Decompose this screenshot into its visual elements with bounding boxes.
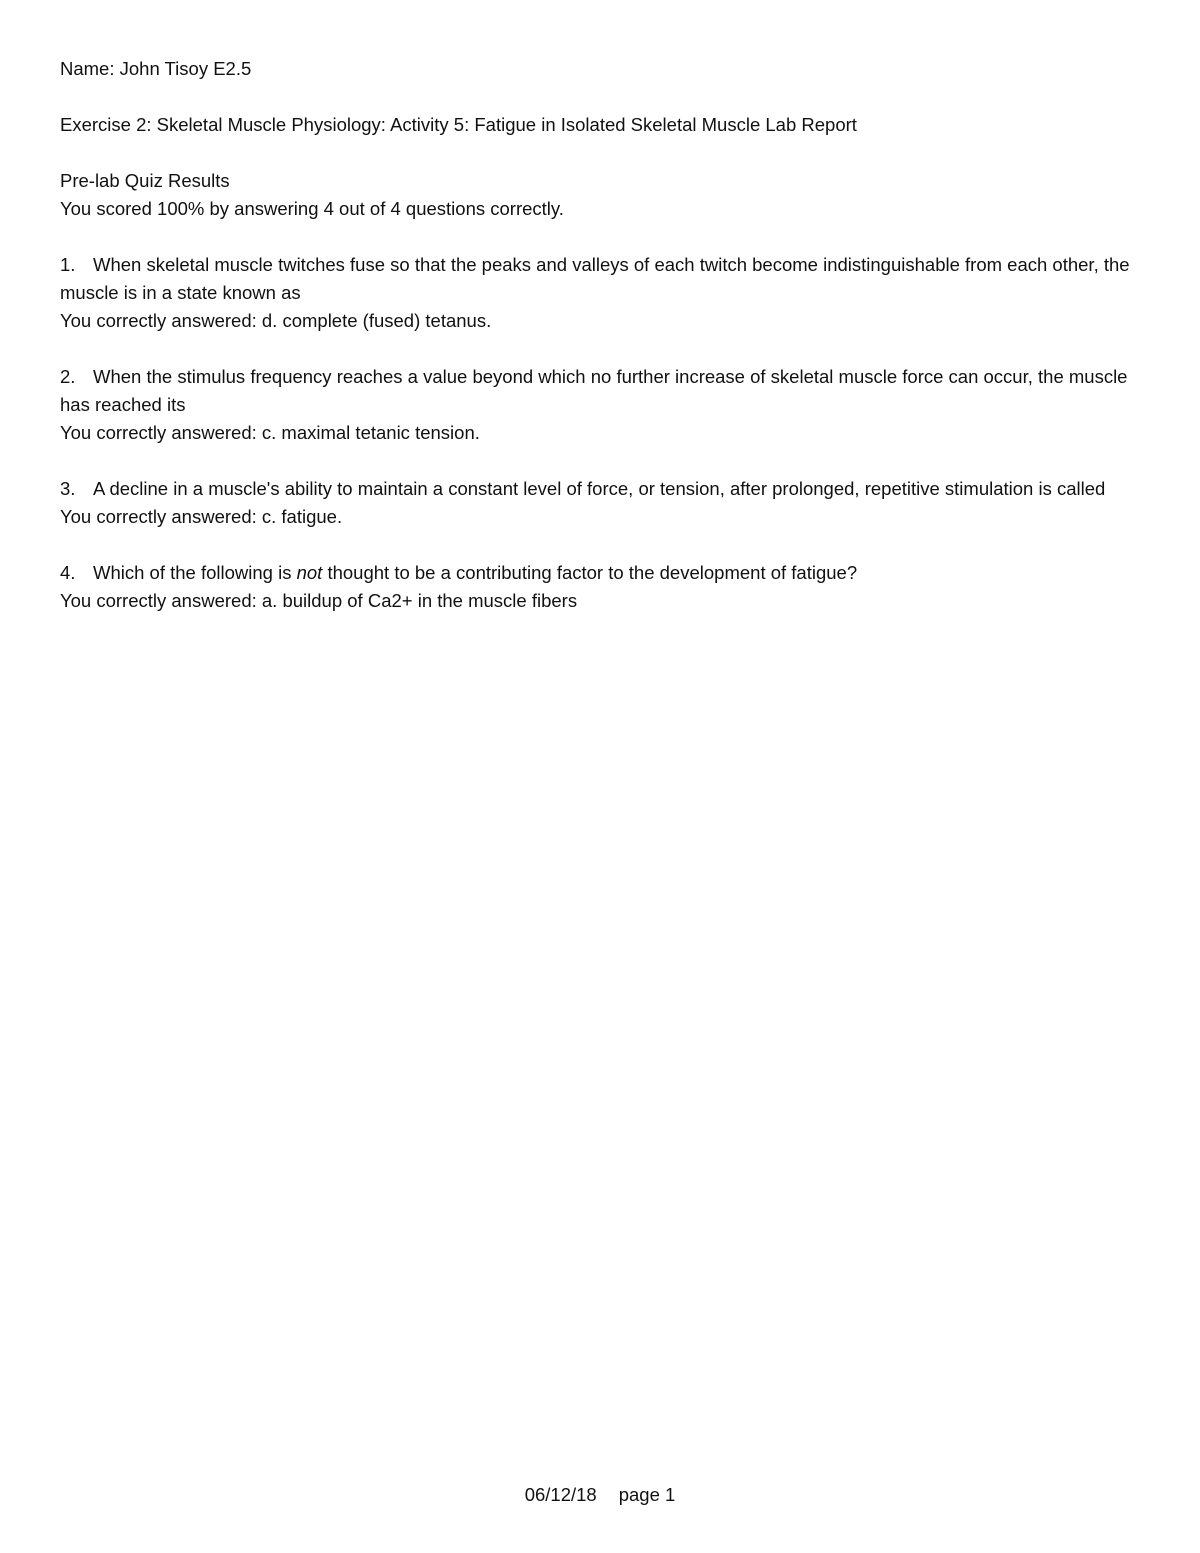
question-body: When skeletal muscle twitches fuse so that the peaks and valleys of each twitch become indistinguishable from each other, the muscle is in a state known as: [60, 254, 1130, 303]
report-title: Exercise 2: Skeletal Muscle Physiology: Activity 5: Fatigue in Isolated Skeletal Muscle Lab Report: [60, 114, 857, 135]
question-1: [60, 251, 1140, 335]
question-number: 1.: [60, 254, 76, 275]
question-4: [60, 559, 1140, 615]
question-body-end: thought to be a contributing factor to the development of fatigue?: [322, 562, 858, 583]
page-footer: [0, 1481, 1200, 1509]
report-body: [60, 55, 1140, 615]
question-2: [60, 363, 1140, 447]
question-text: [60, 251, 1140, 307]
question-body: A decline in a muscle's ability to maintain a constant level of force, or tension, after prolonged, repetitive stimulation is called: [93, 478, 1106, 499]
question-text: [60, 559, 1140, 587]
question-number: 3.: [60, 478, 76, 499]
question-text: [60, 475, 1140, 503]
question-3: [60, 475, 1140, 531]
page-number: page 1: [618, 1484, 676, 1505]
question-text: [60, 363, 1140, 419]
question-body-start: Which of the following is: [93, 562, 297, 583]
question-number: 4.: [60, 562, 76, 583]
question-answer: You correctly answered: c. fatigue.: [60, 506, 343, 527]
question-answer: You correctly answered: a. buildup of Ca2+ in the muscle fibers: [60, 590, 578, 611]
question-number: 2.: [60, 366, 76, 387]
question-emphasis: not: [296, 562, 323, 583]
question-answer: You correctly answered: d. complete (fused) tetanus.: [60, 310, 492, 331]
question-answer: You correctly answered: c. maximal tetanic tension.: [60, 422, 480, 443]
student-name: Name: John Tisoy E2.5: [60, 58, 252, 79]
quiz-heading: Pre-lab Quiz Results: [60, 170, 230, 191]
footer-date: 06/12/18: [524, 1484, 597, 1505]
quiz-score: You scored 100% by answering 4 out of 4 questions correctly.: [60, 198, 564, 219]
question-body: When the stimulus frequency reaches a value beyond which no further increase of skeletal muscle force can occur, the muscle has reached its: [60, 366, 1128, 415]
